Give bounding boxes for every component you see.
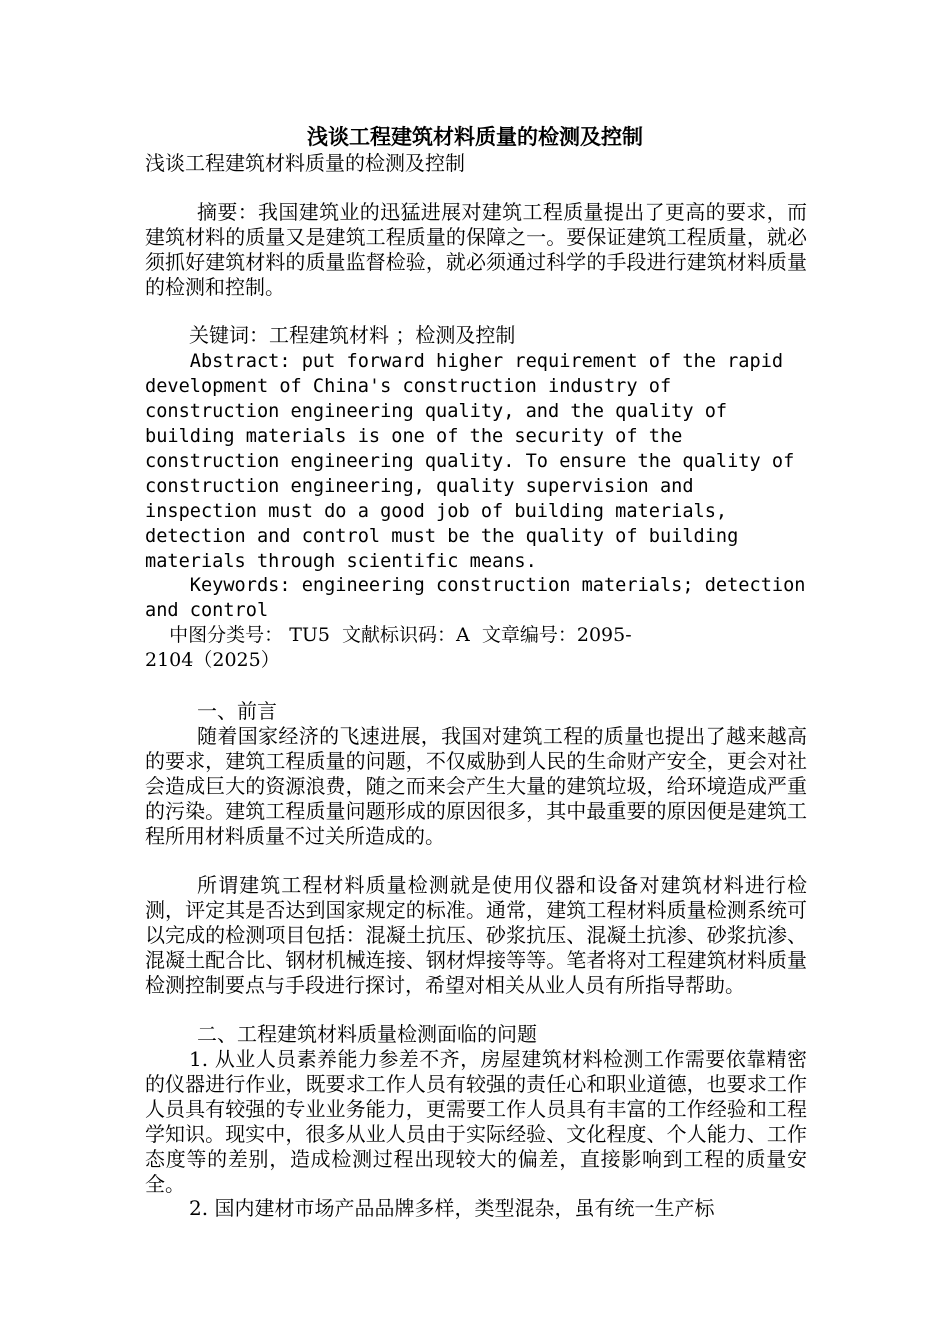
abstract-chinese: 摘要：我国建筑业的迅猛进展对建筑工程质量提出了更高的要求，而建筑材料的质量又是建筑工程质量的保障之一。要保证建筑工程质量，就必须抓好建筑材料的质量监督检验，就必须通过科学的手段进行建筑材料质量的检测和控制。	[145, 200, 807, 299]
keywords-english: Keywords: engineering construction materials; detection and control	[145, 575, 806, 621]
document-title: 浅谈工程建筑材料质量的检测及控制	[307, 124, 643, 149]
classification-line: 中图分类号： TU5 文献标识码：A 文章编号：2095- 2104（2025）	[145, 624, 632, 671]
section-1-paragraph-2: 所谓建筑工程材料质量检测就是使用仪器和设备对建筑材料进行检测，评定其是否达到国家规定的标准。通常，建筑工程材料质量检测系统可以完成的检测项目包括：混凝土抗压、砂浆抗压、混凝土抗渗、砂浆抗渗、混凝土配合比、钢材机械连接、钢材焊接等等。笔者将对工程建筑材料质量检测控制要点与手段进行探讨，希望对相关从业人员有所指导帮助。	[145, 873, 807, 997]
section-2-paragraph-1: 1. 从业人员素养能力参差不齐，房屋建筑材料检测工作需要依靠精密的仪器进行作业，既要求工作人员有较强的责任心和职业道德，也要求工作人员具有较强的专业业务能力，更需要工作人员具有丰富的工作经验和工程学知识。现实中，很多从业人员由于实际经验、文化程度、个人能力、工作态度等的差别，造成检测过程出现较大的偏差，直接影响到工程的质量安全。	[145, 1047, 807, 1196]
section-1-heading: 一、前言	[197, 699, 277, 723]
keywords-chinese: 关键词：工程建筑材料 ；检测及控制	[189, 323, 516, 347]
section-2-heading: 二、工程建筑材料质量检测面临的问题	[197, 1022, 537, 1046]
section-1-paragraph-1: 随着国家经济的飞速进展，我国对建筑工程的质量也提出了越来越高的要求，建筑工程质量的问题，不仅威胁到人民的生命财产安全，更会对社会造成巨大的资源浪费，随之而来会产生大量的建筑垃圾，给环境造成严重的污染。建筑工程质量问题形成的原因很多，其中最重要的原因便是建筑工程所用材料质量不过关所造成的。	[145, 724, 807, 848]
abstract-english: Abstract: put forward higher requirement of the rapid development of China's construction industry of construction engineering quality, and the quality of building materials is one of the security of the construction engineering quality. To ensure the quality of construction engineering, quality supervision and inspection must do a good job of building materials, detection and control must be the quality of building materials through scientific means.	[145, 351, 795, 572]
document-subtitle: 浅谈工程建筑材料质量的检测及控制	[145, 151, 465, 175]
section-2-paragraph-2: 2. 国内建材市场产品品牌多样，类型混杂，虽有统一生产标	[189, 1196, 715, 1220]
